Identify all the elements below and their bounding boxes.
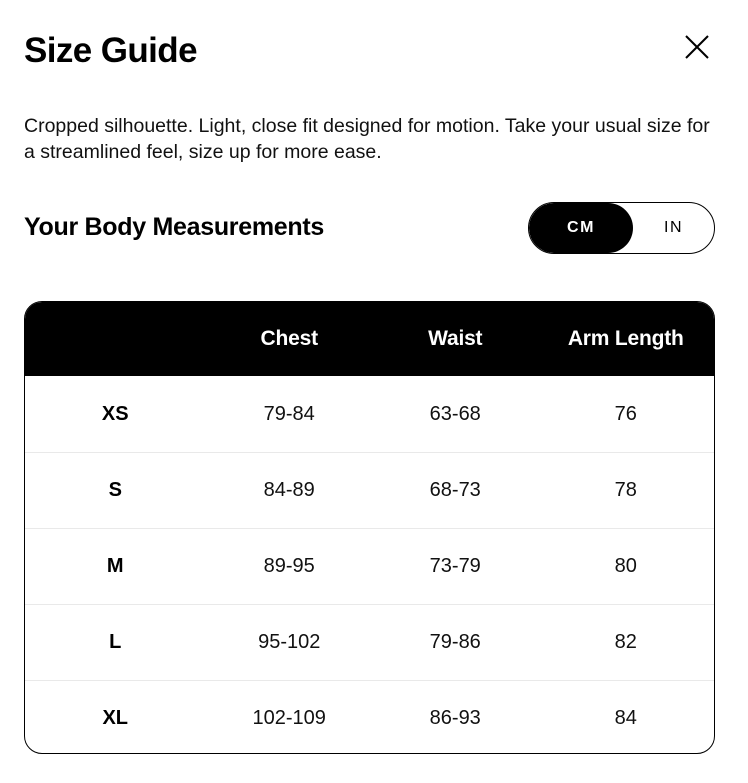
table-row	[25, 680, 714, 754]
size-cell: XS	[101, 402, 129, 425]
waist-cell: 79-86	[429, 631, 481, 653]
modal-title: Size Guide	[24, 31, 197, 70]
close-button[interactable]	[676, 26, 718, 68]
waist-cell: 73-79	[429, 555, 481, 577]
chest-cell: 102-109	[252, 707, 326, 729]
arm-length-cell: 84	[614, 707, 637, 729]
measurements-heading: Your Body Measurements	[24, 213, 324, 241]
size-table	[24, 301, 715, 754]
size-cell: L	[109, 631, 122, 653]
table-body	[25, 376, 714, 754]
arm-length-cell: 80	[614, 555, 637, 577]
chest-cell: 95-102	[258, 631, 321, 653]
table-row	[25, 604, 714, 680]
header-waist: Waist	[428, 327, 483, 350]
arm-length-cell: 78	[614, 479, 637, 501]
chest-cell: 89-95	[263, 555, 315, 577]
chest-cell: 84-89	[263, 479, 315, 501]
chest-cell: 79-84	[263, 402, 315, 425]
waist-cell: 68-73	[429, 479, 481, 501]
arm-length-cell: 76	[614, 402, 637, 425]
size-cell: S	[108, 479, 122, 501]
unit-toggle	[528, 202, 715, 254]
size-cell: XL	[102, 707, 129, 729]
header-chest: Chest	[260, 327, 318, 350]
header-arm-length: Arm Length	[567, 327, 684, 350]
waist-cell: 86-93	[429, 707, 481, 729]
table-header-row	[25, 302, 714, 376]
table-row	[25, 528, 714, 604]
unit-option-in[interactable]: IN	[664, 219, 683, 236]
close-icon	[676, 26, 718, 68]
table-row	[25, 376, 714, 452]
waist-cell: 63-68	[429, 402, 481, 425]
arm-length-cell: 82	[614, 631, 637, 653]
table-row	[25, 452, 714, 528]
fit-description: Cropped silhouette. Light, close fit designed for motion. Take your usual size for a streamlined feel, size up for more ease.	[24, 115, 710, 163]
unit-option-cm[interactable]: CM	[529, 203, 633, 253]
size-cell: M	[106, 555, 124, 577]
